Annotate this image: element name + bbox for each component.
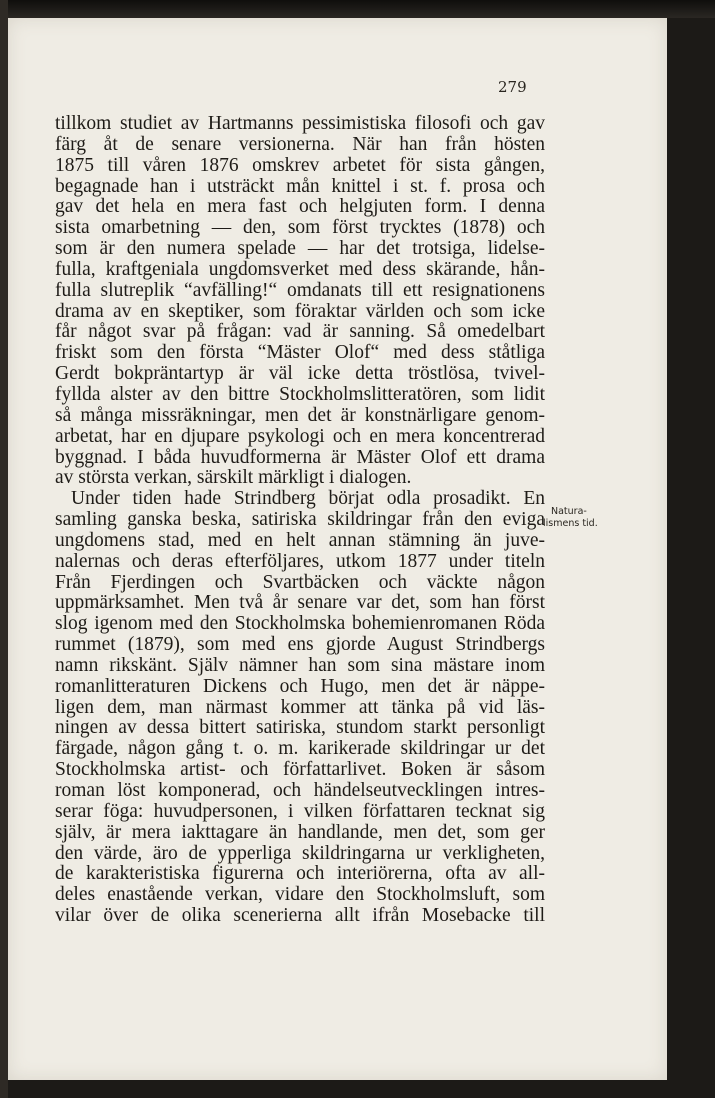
text-line: fulla, kraftgeniala ungdomsverket med dess skärande, hån- (55, 259, 545, 280)
margin-note-line: Natura- (551, 506, 587, 517)
text-line: serar föga: huvudpersonen, i vilken författaren tecknat sig (55, 801, 545, 822)
text-line: ningen av dessa bittert satiriska, stundom starkt personligt (55, 718, 545, 739)
body-text (55, 114, 545, 927)
text-line: vilar över de olika scenerierna allt ifrån Mosebacke till (55, 906, 545, 927)
text-line: som är den numera spelade — har det trotsiga, lidelse- (55, 239, 545, 260)
page-number: 279 (498, 78, 527, 96)
text-line: nalernas och deras efterföljares, utkom 1877 under titeln (55, 551, 545, 572)
text-line: fulla slutreplik “avfälling!“ omdanats till ett resignationens (55, 280, 545, 301)
text-line: färgade, någon gång t. o. m. karikerade skildringar ur det (55, 739, 545, 760)
text-line: namn rikskänt. Själv nämner han som sina mästare inom (55, 655, 545, 676)
text-line: samling ganska beska, satiriska skildringar från den eviga (55, 510, 545, 531)
text-line: drama av en skeptiker, som föraktar världen och som icke (55, 301, 545, 322)
margin-note-line: lismens tid. (543, 518, 598, 529)
text-line: begagnade han i utsträckt mån knittel i st. f. prosa och (55, 176, 545, 197)
text-line: 1875 till våren 1876 omskrev arbetet för sista gången, (55, 155, 545, 176)
text-line: färg åt de senare versionerna. När han från hösten (55, 134, 545, 155)
text-line: den värde, äro de ypperliga skildringarna ur verkligheten, (55, 843, 545, 864)
scan-background-top (0, 0, 715, 18)
text-line: gav det hela en mera fast och helgjuten form. I denna (55, 197, 545, 218)
text-line: ungdomens stad, med en helt annan stämning än juve- (55, 530, 545, 551)
text-line: friskt som den första “Mäster Olof“ med dess ståtliga (55, 343, 545, 364)
text-line: själv, är mera iakttagare än handlande, men det, som ger (55, 822, 545, 843)
text-line: romanlitteraturen Dickens och Hugo, men det är näppe- (55, 676, 545, 697)
text-line: så många missräkningar, men det är konstnärligare genom- (55, 405, 545, 426)
text-line: roman löst komponerad, och händelseutvecklingen intres- (55, 781, 545, 801)
scan-background-left (0, 0, 8, 1098)
text-line: Under tiden hade Strindberg börjat odla prosadikt. En (71, 489, 545, 510)
text-line: av största verkan, särskilt märkligt i dialogen. (55, 468, 412, 489)
text-line: slog igenom med den Stockholmska bohemienromanen Röda (55, 614, 545, 635)
book-page (8, 18, 667, 1080)
margin-note (543, 506, 633, 530)
text-line: Gerdt bokpräntartyp är väl icke detta tröstlösa, tvivel- (55, 364, 545, 385)
text-line: får något svar på frågan: vad är sanning. Så omedelbart (55, 322, 545, 343)
text-line: de karakteristiska figurerna och interiörerna, ofta av all- (55, 864, 545, 885)
text-line: byggnad. I båda huvudformerna är Mäster Olof ett drama (55, 447, 545, 468)
text-line: arbetat, har en djupare psykologi och en mera koncentrerad (55, 426, 545, 447)
text-line: Från Fjerdingen och Svartbäcken och väckte någon (55, 572, 545, 593)
text-line: ligen dem, man närmast kommer att tänka på vid läs- (55, 697, 545, 718)
text-line: deles enastående verkan, vidare den Stockholmsluft, som (55, 885, 545, 906)
text-line: fyllda alster av den bittre Stockholmslitteratören, som lidit (55, 384, 545, 405)
text-line: sista omarbetning — den, som först trycktes (1878) och (55, 218, 545, 239)
text-line: tillkom studiet av Hartmanns pessimistiska filosofi och gav (55, 114, 545, 134)
text-line: Stockholmska artist- och författarlivet. Boken är såsom (55, 760, 545, 781)
text-line: rummet (1879), som med ens gjorde August Strindbergs (55, 635, 545, 656)
text-line: uppmärksamhet. Men två år senare var det, som han först (55, 593, 545, 614)
